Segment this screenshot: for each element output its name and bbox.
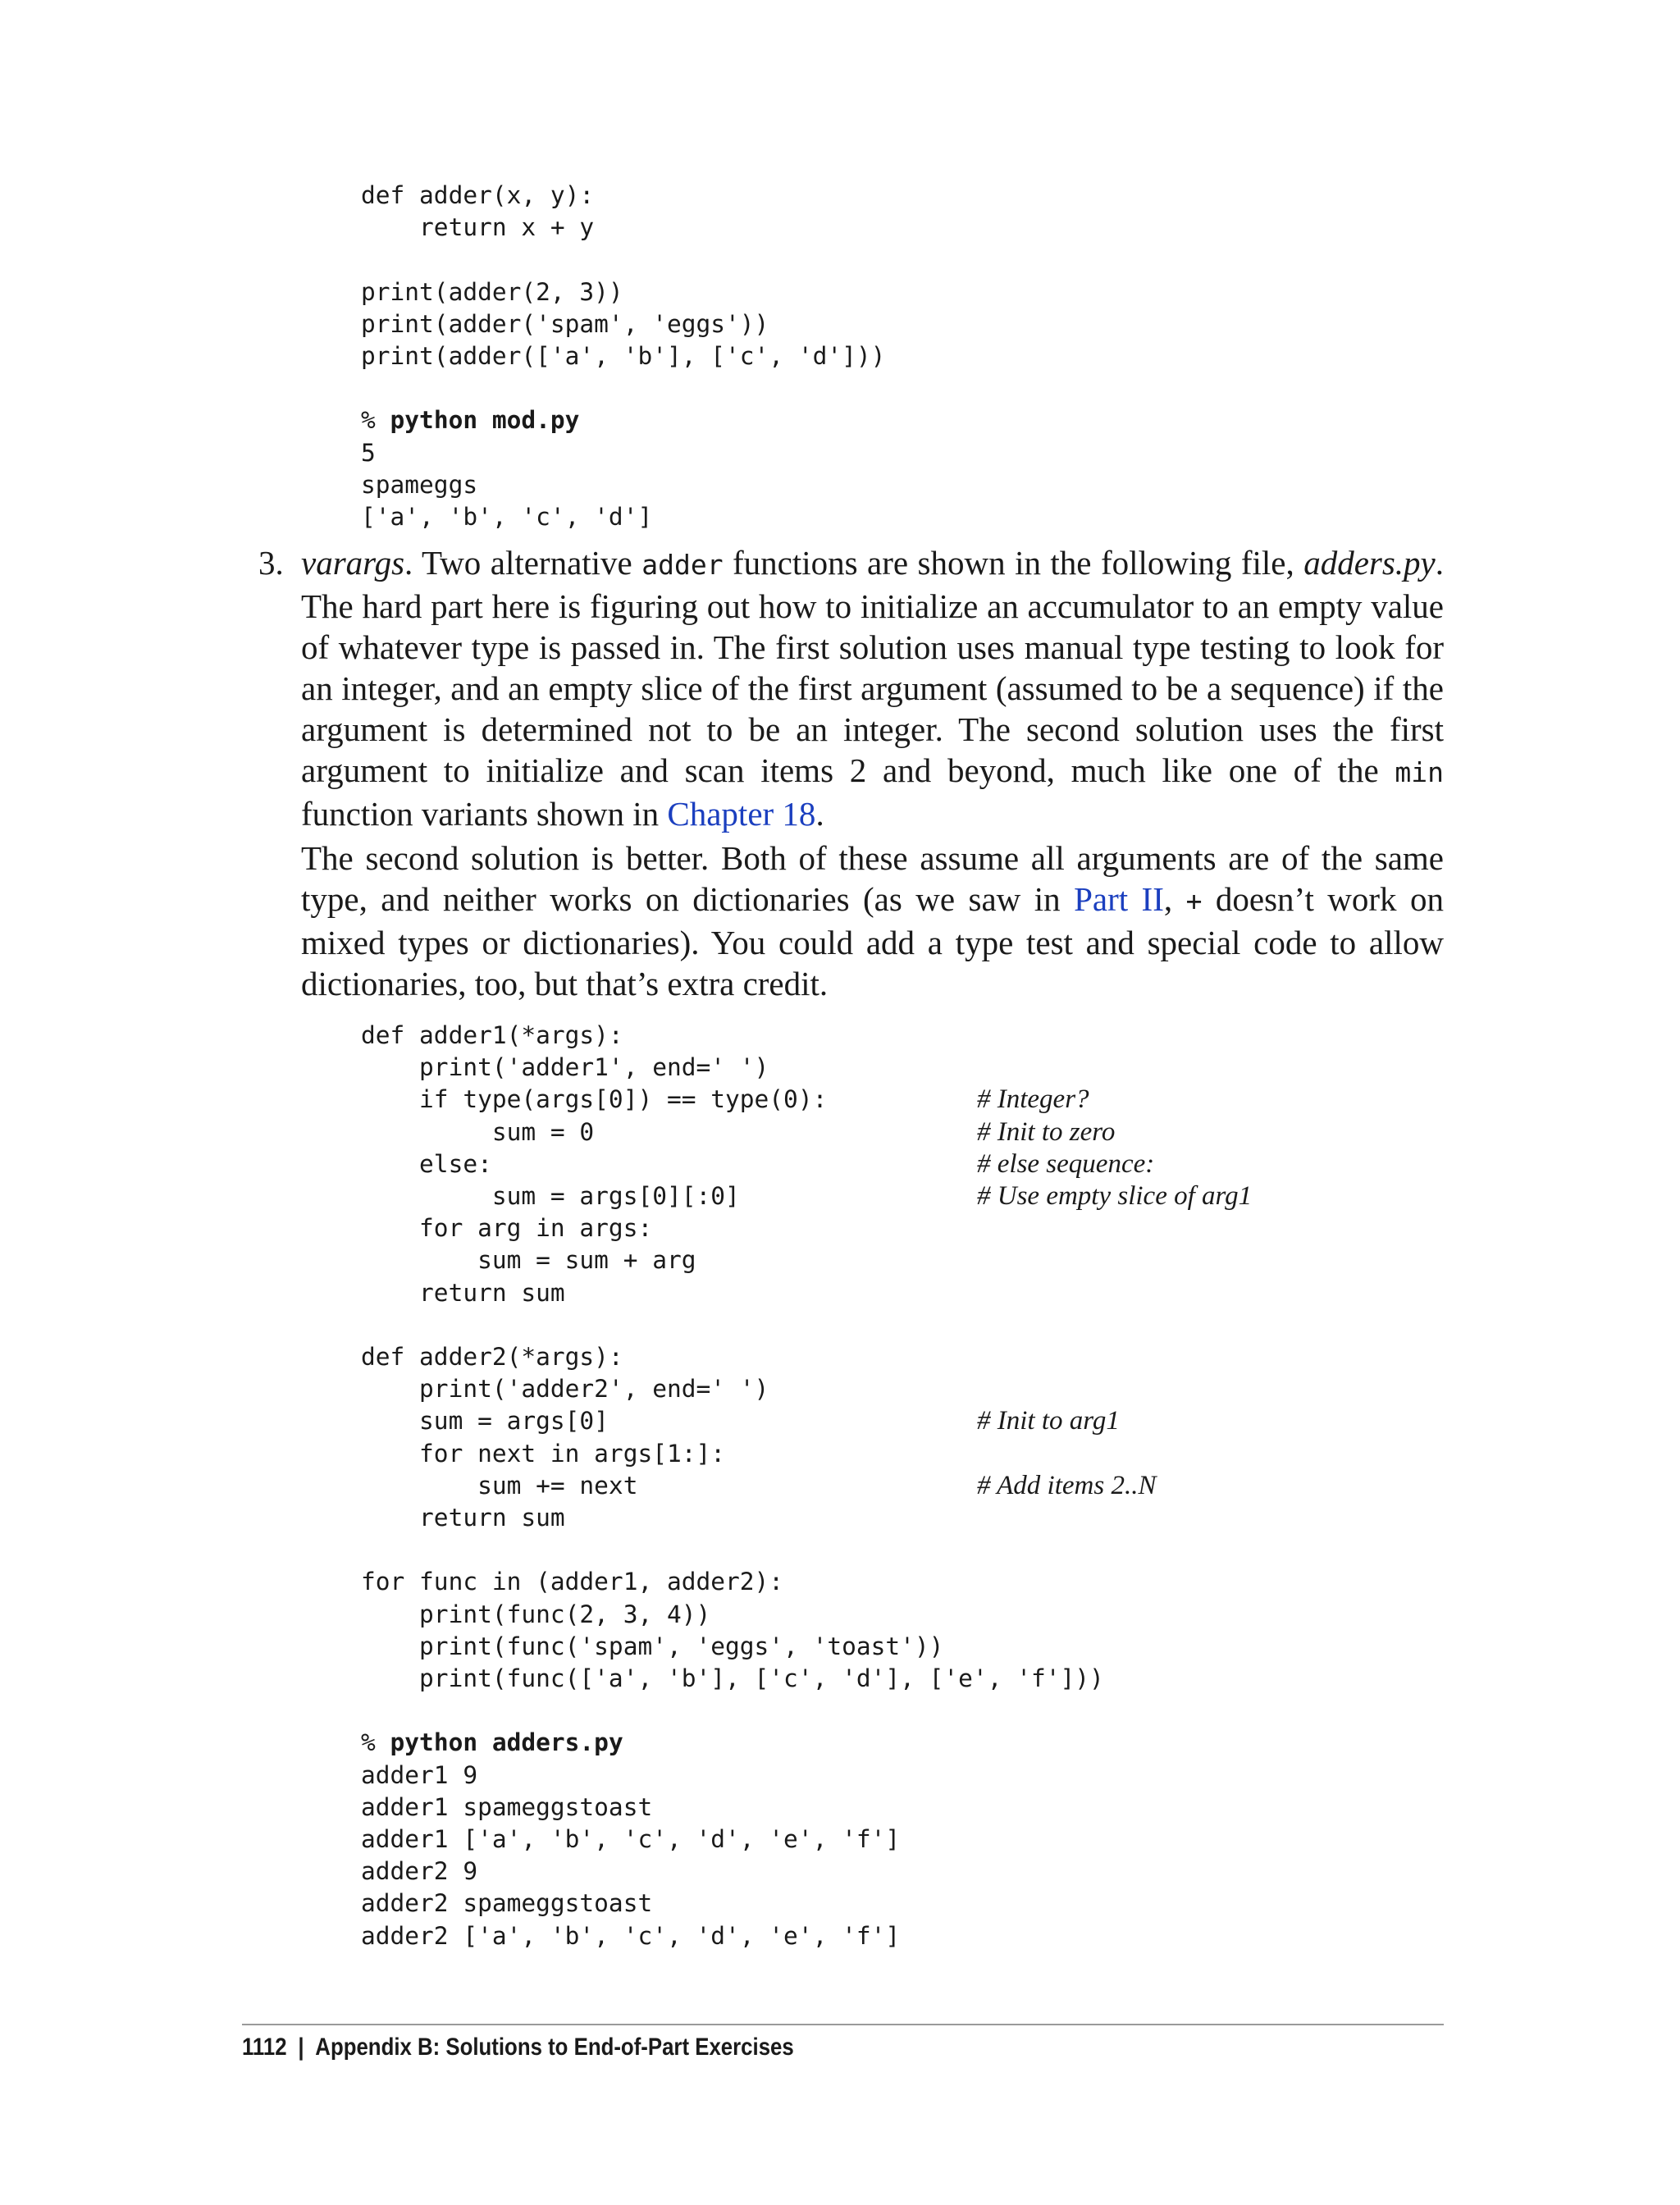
inline-code: + [1185,885,1203,917]
footer-separator: | [298,2034,304,2061]
file-name: adders.py [1303,544,1436,582]
inline-code: min [1395,756,1444,788]
code-comment [977,1309,1252,1341]
paragraph-text: function variants shown in [301,795,668,833]
code-comment: # Init to zero [977,1116,1116,1147]
code-comment [977,1373,1252,1405]
code-line: print('adder2', end=' ') [361,1375,769,1404]
code-line: for func in (adder1, adder2): [361,1568,784,1596]
footer-title: Appendix B: Solutions to End-of-Part Exercises [315,2034,794,2061]
code-line: sum = args[0][:0] [361,1182,740,1211]
code-comment: # Integer? [977,1084,1089,1115]
code-comment [977,1437,1252,1469]
output-line: adder1 9 [361,1760,478,1789]
code-comment [977,1052,1252,1084]
code-line: print(func(2, 3, 4)) [361,1600,711,1628]
paragraph-text: . Two alternative [404,544,642,582]
shell-command: python mod.py [390,406,580,435]
shell-command: python adders.py [390,1728,623,1757]
code-comment [977,1212,1252,1244]
code-line: print('adder1', end=' ') [361,1053,769,1082]
code-line: def adder(x, y): [361,181,595,209]
code-line: print(adder(['a', 'b'], ['c', 'd'])) [361,342,886,371]
code-comment: # else sequence: [977,1148,1155,1179]
paragraph-text: , [1163,880,1186,918]
code-line: sum = args[0] [361,1407,609,1436]
paragraph-text: doesn’t work on mixed types or dictionaries). You could add a type test and special code to allow dictionaries, too, but that’s extra credit. [301,880,1444,1002]
exercise-term: varargs [301,544,405,582]
exercise-3-paragraph-1 [258,542,1444,834]
code-block-mod-py [361,180,885,533]
code-comment [977,1020,1252,1052]
page-number: 1112 [242,2034,287,2061]
shell-prompt: % [361,406,390,435]
code-line: sum = 0 [361,1117,595,1146]
output-line: adder1 spameggstoast [361,1792,653,1821]
code-comment [977,1341,1252,1373]
output-line: adder2 ['a', 'b', 'c', 'd', 'e', 'f'] [361,1921,901,1950]
code-line: return sum [361,1504,565,1532]
code-comment: # Use empty slice of arg1 [977,1180,1253,1211]
code-line: def adder2(*args): [361,1343,623,1372]
paragraph-text: The second solution is better. Both of these assume all arguments are of the same type, and neither works on dictionaries (as we saw in [301,839,1444,918]
code-line: print(adder(2, 3)) [361,277,623,306]
paragraph-text: . [815,795,824,833]
output-line: adder1 ['a', 'b', 'c', 'd', 'e', 'f'] [361,1825,901,1854]
code-line: print(func(['a', 'b'], ['c', 'd'], ['e', 'f'])) [361,1664,1104,1693]
output-line: spameggs [361,470,478,499]
code-line: else: [361,1149,492,1178]
exercise-3-paragraph-2 [301,838,1444,1004]
part-ii-link[interactable]: Part II [1074,880,1164,918]
footer-rule [242,2024,1444,2025]
code-comment: # Init to arg1 [977,1406,1120,1436]
code-line: print(func('spam', 'eggs', 'toast')) [361,1632,944,1660]
shell-prompt: % [361,1728,390,1757]
code-line: sum = sum + arg [361,1246,696,1275]
output-line: ['a', 'b', 'c', 'd'] [361,503,653,532]
code-line: for arg in args: [361,1214,653,1243]
page-footer [242,2031,794,2064]
code-line: if type(args[0]) == type(0): [361,1085,828,1114]
list-number: 3. [258,544,284,582]
paragraph-text: functions are shown in the following file, [723,544,1304,582]
code-line: return x + y [361,213,595,242]
code-comments-column [977,1020,1252,1502]
code-comment [977,1277,1252,1309]
paragraph-text: . The hard part here is figuring out how to initialize an accumulator to an empty value of whatever type is passed in. The first solution uses manual type testing to look for an integer, and an empty slice of the first argument (assumed to be a sequence) if the argument is determined not to be an integer. The second solution uses the first argument to initialize and scan items 2 and beyond, much like one of the [301,544,1444,789]
code-line: return sum [361,1278,565,1307]
code-comment: # Add items 2..N [977,1470,1157,1500]
chapter-18-link[interactable]: Chapter 18 [667,795,816,833]
output-line: adder2 spameggstoast [361,1889,653,1918]
inline-code: adder [641,549,724,581]
output-line: 5 [361,438,376,467]
code-line: sum += next [361,1471,638,1500]
code-line: for next in args[1:]: [361,1439,726,1468]
code-line: print(adder('spam', 'eggs')) [361,309,769,338]
code-line: def adder1(*args): [361,1021,623,1049]
code-comment [977,1244,1252,1276]
output-line: adder2 9 [361,1857,478,1886]
